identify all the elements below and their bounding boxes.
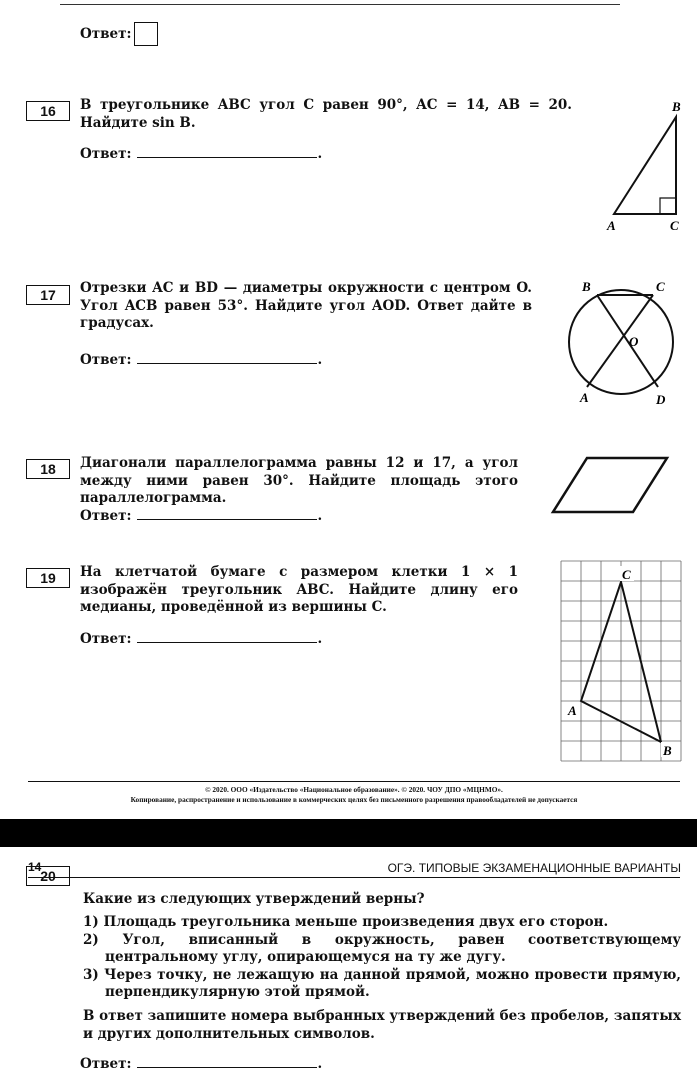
label-b: B bbox=[582, 279, 591, 294]
answer-16: Ответ: . bbox=[80, 146, 323, 162]
answer-line[interactable] bbox=[137, 1057, 317, 1068]
circle bbox=[569, 290, 673, 394]
question-16-text: В треугольнике ABC угол C равен 90°, AC = 14, AB = 20. Найдите sin B. bbox=[80, 97, 572, 131]
question-number-17: 17 bbox=[26, 285, 70, 305]
triangle-abc bbox=[614, 117, 676, 214]
question-number-20: 20 bbox=[26, 866, 70, 886]
question-20-text: Какие из следующих утверждений верны? bbox=[83, 891, 425, 907]
diameter-bd bbox=[597, 295, 658, 387]
right-triangle-figure bbox=[590, 95, 690, 235]
footer-notice: Копирование, распространение и использование в коммерческих целях без письменного разрешения правообладателей не допускается bbox=[130, 795, 578, 804]
answer-18: Ответ: . bbox=[80, 508, 323, 524]
answer-label: Ответ: bbox=[80, 26, 132, 42]
parallelogram bbox=[553, 458, 667, 512]
footer-rule bbox=[28, 781, 680, 782]
header-rule bbox=[28, 877, 680, 878]
label-a: A bbox=[568, 703, 577, 718]
list-item: 1) Площадь треугольника меньше произведения двух его сторон. bbox=[83, 914, 609, 930]
answer-line[interactable] bbox=[137, 509, 317, 520]
cut-off-text-line bbox=[60, 0, 620, 5]
circle-diameters-figure bbox=[560, 275, 680, 410]
label-b: B bbox=[672, 99, 681, 114]
page-number: 14 bbox=[28, 860, 42, 874]
question-17-text: Отрезки AC и BD — диаметры окружности с центром O. Угол ACB равен 53°. Найдите угол AOD. Ответ дайте в градусах. bbox=[80, 280, 532, 331]
grid-triangle-figure bbox=[560, 560, 682, 762]
label-a: A bbox=[580, 390, 589, 405]
answer-label: Ответ: bbox=[80, 352, 132, 368]
diameter-ac bbox=[587, 295, 653, 387]
question-number-19: 19 bbox=[26, 568, 70, 588]
page-separator bbox=[0, 819, 697, 847]
answer-19: Ответ: . bbox=[80, 631, 323, 647]
answer-label: Ответ: bbox=[80, 631, 132, 647]
label-b: B bbox=[663, 743, 672, 758]
answer-line[interactable] bbox=[137, 632, 317, 643]
answer-box[interactable] bbox=[134, 22, 158, 46]
label-c: C bbox=[622, 567, 631, 582]
answer-20: Ответ: . bbox=[80, 1056, 323, 1072]
question-number-18: 18 bbox=[26, 459, 70, 479]
answer-label: Ответ: bbox=[80, 1056, 132, 1072]
parallelogram-figure bbox=[545, 450, 675, 520]
question-number-16: 16 bbox=[26, 101, 70, 121]
list-item: 2) Угол, вписанный в окружность, равен соответствующему центральному углу, опирающемуся на ту же дугу. bbox=[83, 931, 681, 965]
label-d: D bbox=[656, 392, 666, 407]
question-18-text: Диагонали параллелограмма равны 12 и 17, а угол между ними равен 30°. Найдите площадь этого параллелограмма. bbox=[80, 455, 518, 506]
answer-label: Ответ: bbox=[80, 146, 132, 162]
label-c: C bbox=[656, 279, 665, 294]
statements-list bbox=[83, 914, 681, 1002]
question-19-text: На клетчатой бумаге с размером клетки 1 × 1 изображён треугольник ABC. Найдите длину его медианы, проведённой из вершины C. bbox=[80, 564, 518, 615]
label-c: C bbox=[670, 218, 679, 233]
answer-17: Ответ: . bbox=[80, 352, 323, 368]
right-angle-mark bbox=[660, 198, 676, 214]
answer-label: Ответ: bbox=[80, 508, 132, 524]
answer-line[interactable] bbox=[137, 147, 317, 158]
top-answer bbox=[80, 26, 131, 42]
answer-line[interactable] bbox=[137, 353, 317, 364]
footer-copyright: © 2020. ООО «Издательство «Национальное образование». © 2020. ЧОУ ДПО «МЦНМО». bbox=[205, 785, 503, 794]
label-o: O bbox=[629, 334, 639, 349]
answer-instruction: В ответ запишите номера выбранных утверждений без пробелов, запятых и других дополнительных символов. bbox=[83, 1008, 681, 1042]
label-a: A bbox=[607, 218, 616, 233]
list-item: 3) Через точку, не лежащую на данной прямой, можно провести прямую, перпендикулярную этой прямой. bbox=[83, 966, 681, 1000]
running-header: ОГЭ. ТИПОВЫЕ ЭКЗАМЕНАЦИОННЫЕ ВАРИАНТЫ bbox=[387, 861, 681, 875]
grid bbox=[561, 561, 681, 761]
